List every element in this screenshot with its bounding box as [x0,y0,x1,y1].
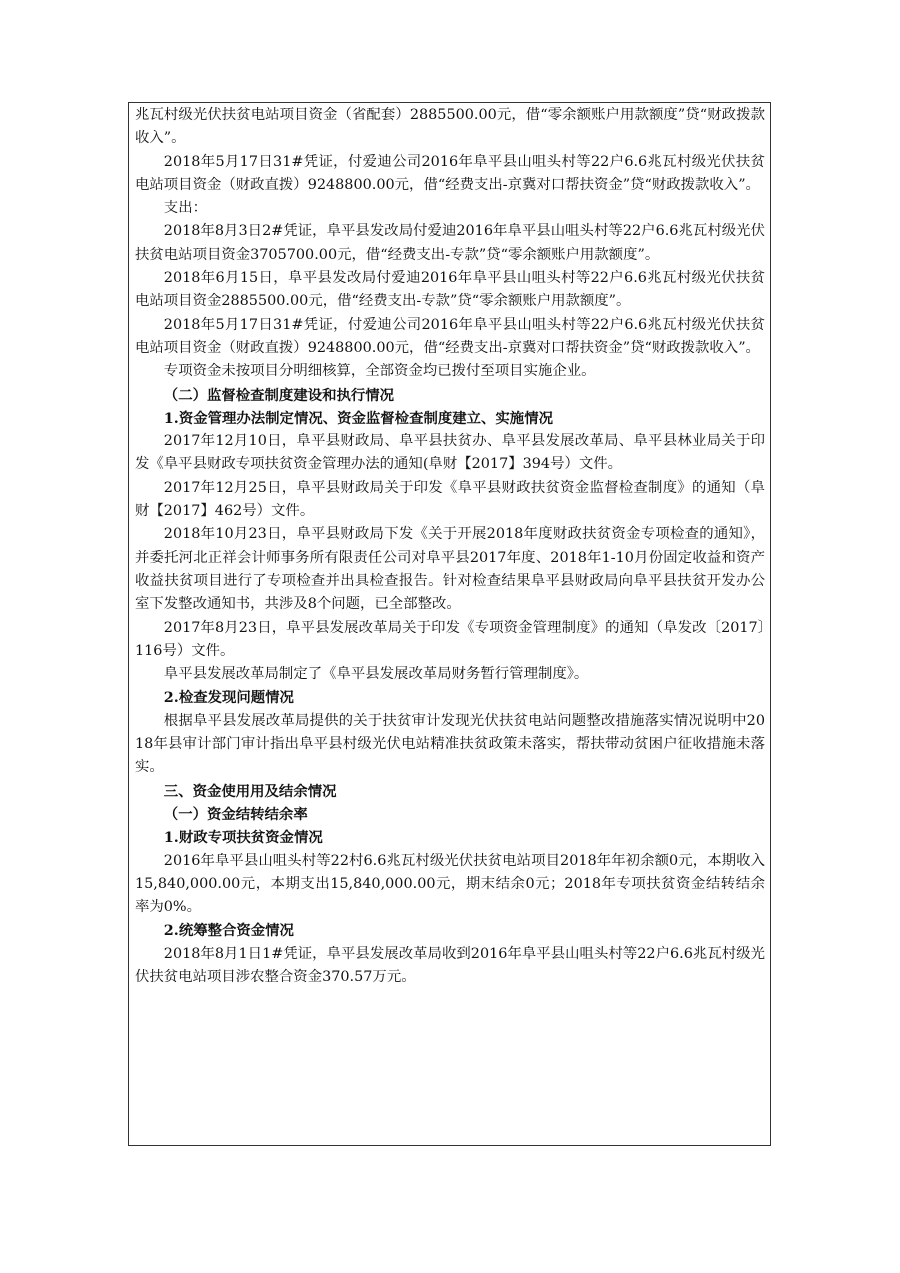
paragraph: 专项资金未按项目分明细核算，全部资金均已拨付至项目实施企业。 [163,363,596,380]
paragraph: 2018年5月17日31#凭证，付爱迪公司2016年阜平县山咀头村等22户6.6兆瓦村级光伏扶贫电站项目资金（财政直拨）9248800.00元，借“经费支出-京冀对口帮扶资金”贷“财政拨款收入”。 [135,316,765,356]
paragraph: 2018年6月15日，阜平县发改局付爱迪2016年阜平县山咀头村等22户6.6兆瓦村级光伏扶贫电站项目资金2885500.00元，借“经费支出-专款”贷“零余额账户用款额度”。 [135,270,765,310]
heading-carryover-rate: （一）资金结转结余率 [163,805,308,823]
paragraph: 兆瓦村级光伏扶贫电站项目资金（省配套）2885500.00元，借“零余额账户用款额度”贷“财政拨款收入”。 [135,107,765,147]
subheading-special-funds: 1.财政专项扶贫资金情况 [163,829,323,847]
paragraph: 根据阜平县发展改革局提供的关于扶贫审计发现光伏扶贫电站问题整改措施落实情况说明中2018年县审计部门审计指出阜平县村级光伏电站精准扶贫政策未落实，帮扶带动贫困户征收措施未落实。 [135,712,765,776]
paragraph: 2018年8月3日2#凭证，阜平县发改局付爱迪2016年阜平县山咀头村等22户6.6兆瓦村级光伏扶贫电站项目资金3705700.00元，借“经费支出-专款”贷“零余额账户用款额度”。 [135,223,765,263]
document-body [135,104,765,989]
subheading-integrated-funds: 2.统筹整合资金情况 [163,922,294,940]
paragraph: 2016年阜平县山咀头村等22村6.6兆瓦村级光伏扶贫电站项目2018年年初余额0元，本期收入15,840,000.00元，本期支出15,840,000.00元，期末结余0元；2018年专项扶贫资金结转结余率为0%。 [135,852,765,916]
heading-supervision: （二）监督检查制度建设和执行情况 [163,386,395,404]
paragraph: 2017年12月25日，阜平县财政局关于印发《阜平县财政扶贫资金监督检查制度》的通知（阜财【2017】462号）文件。 [135,479,765,520]
section-label-expenditure: 支出： [163,200,207,217]
paragraph: 阜平县发展改革局制定了《阜平县发展改革局财务暂行管理制度》。 [163,666,589,683]
paragraph: 2018年5月17日31#凭证，付爱迪公司2016年阜平县山咀头村等22户6.6兆瓦村级光伏扶贫电站项目资金（财政直拨）9248800.00元，借“经费支出-京冀对口帮扶资金”贷“财政拨款收入”。 [135,153,765,193]
subheading-management-measures: 1.资金管理办法制定情况、资金监督检查制度建立、实施情况 [163,409,553,427]
paragraph: 2018年8月1日1#凭证，阜平县发展改革局收到2016年阜平县山咀头村等22户6.6兆瓦村级光伏扶贫电站项目涉农整合资金370.57万元。 [135,945,765,985]
heading-fund-usage: 三、资金使用用及结余情况 [163,782,337,800]
subheading-problems-found: 2.检查发现问题情况 [163,689,294,707]
paragraph: 2017年12月10日，阜平县财政局、阜平县扶贫办、阜平县发展改革局、阜平县林业局关于印发《阜平县财政专项扶贫资金管理办法的通知(阜财【2017】394号）文件。 [135,433,765,473]
paragraph: 2017年8月23日，阜平县发展改革局关于印发《专项资金管理制度》的通知（阜发改〔2017〕116号）文件。 [135,619,765,659]
paragraph: 2018年10月23日，阜平县财政局下发《关于开展2018年度财政扶贫资金专项检查的通知》，并委托河北正祥会计师事务所有限责任公司对阜平县2017年度、2018年1-10月份固定收益和资产收益扶贫项目进行了专项检查并出具检查报告。针对检查结果阜平县财政局向阜平县扶贫开发办公室下发整改通知书，共涉及8个问题，已全部整改。 [135,526,765,613]
